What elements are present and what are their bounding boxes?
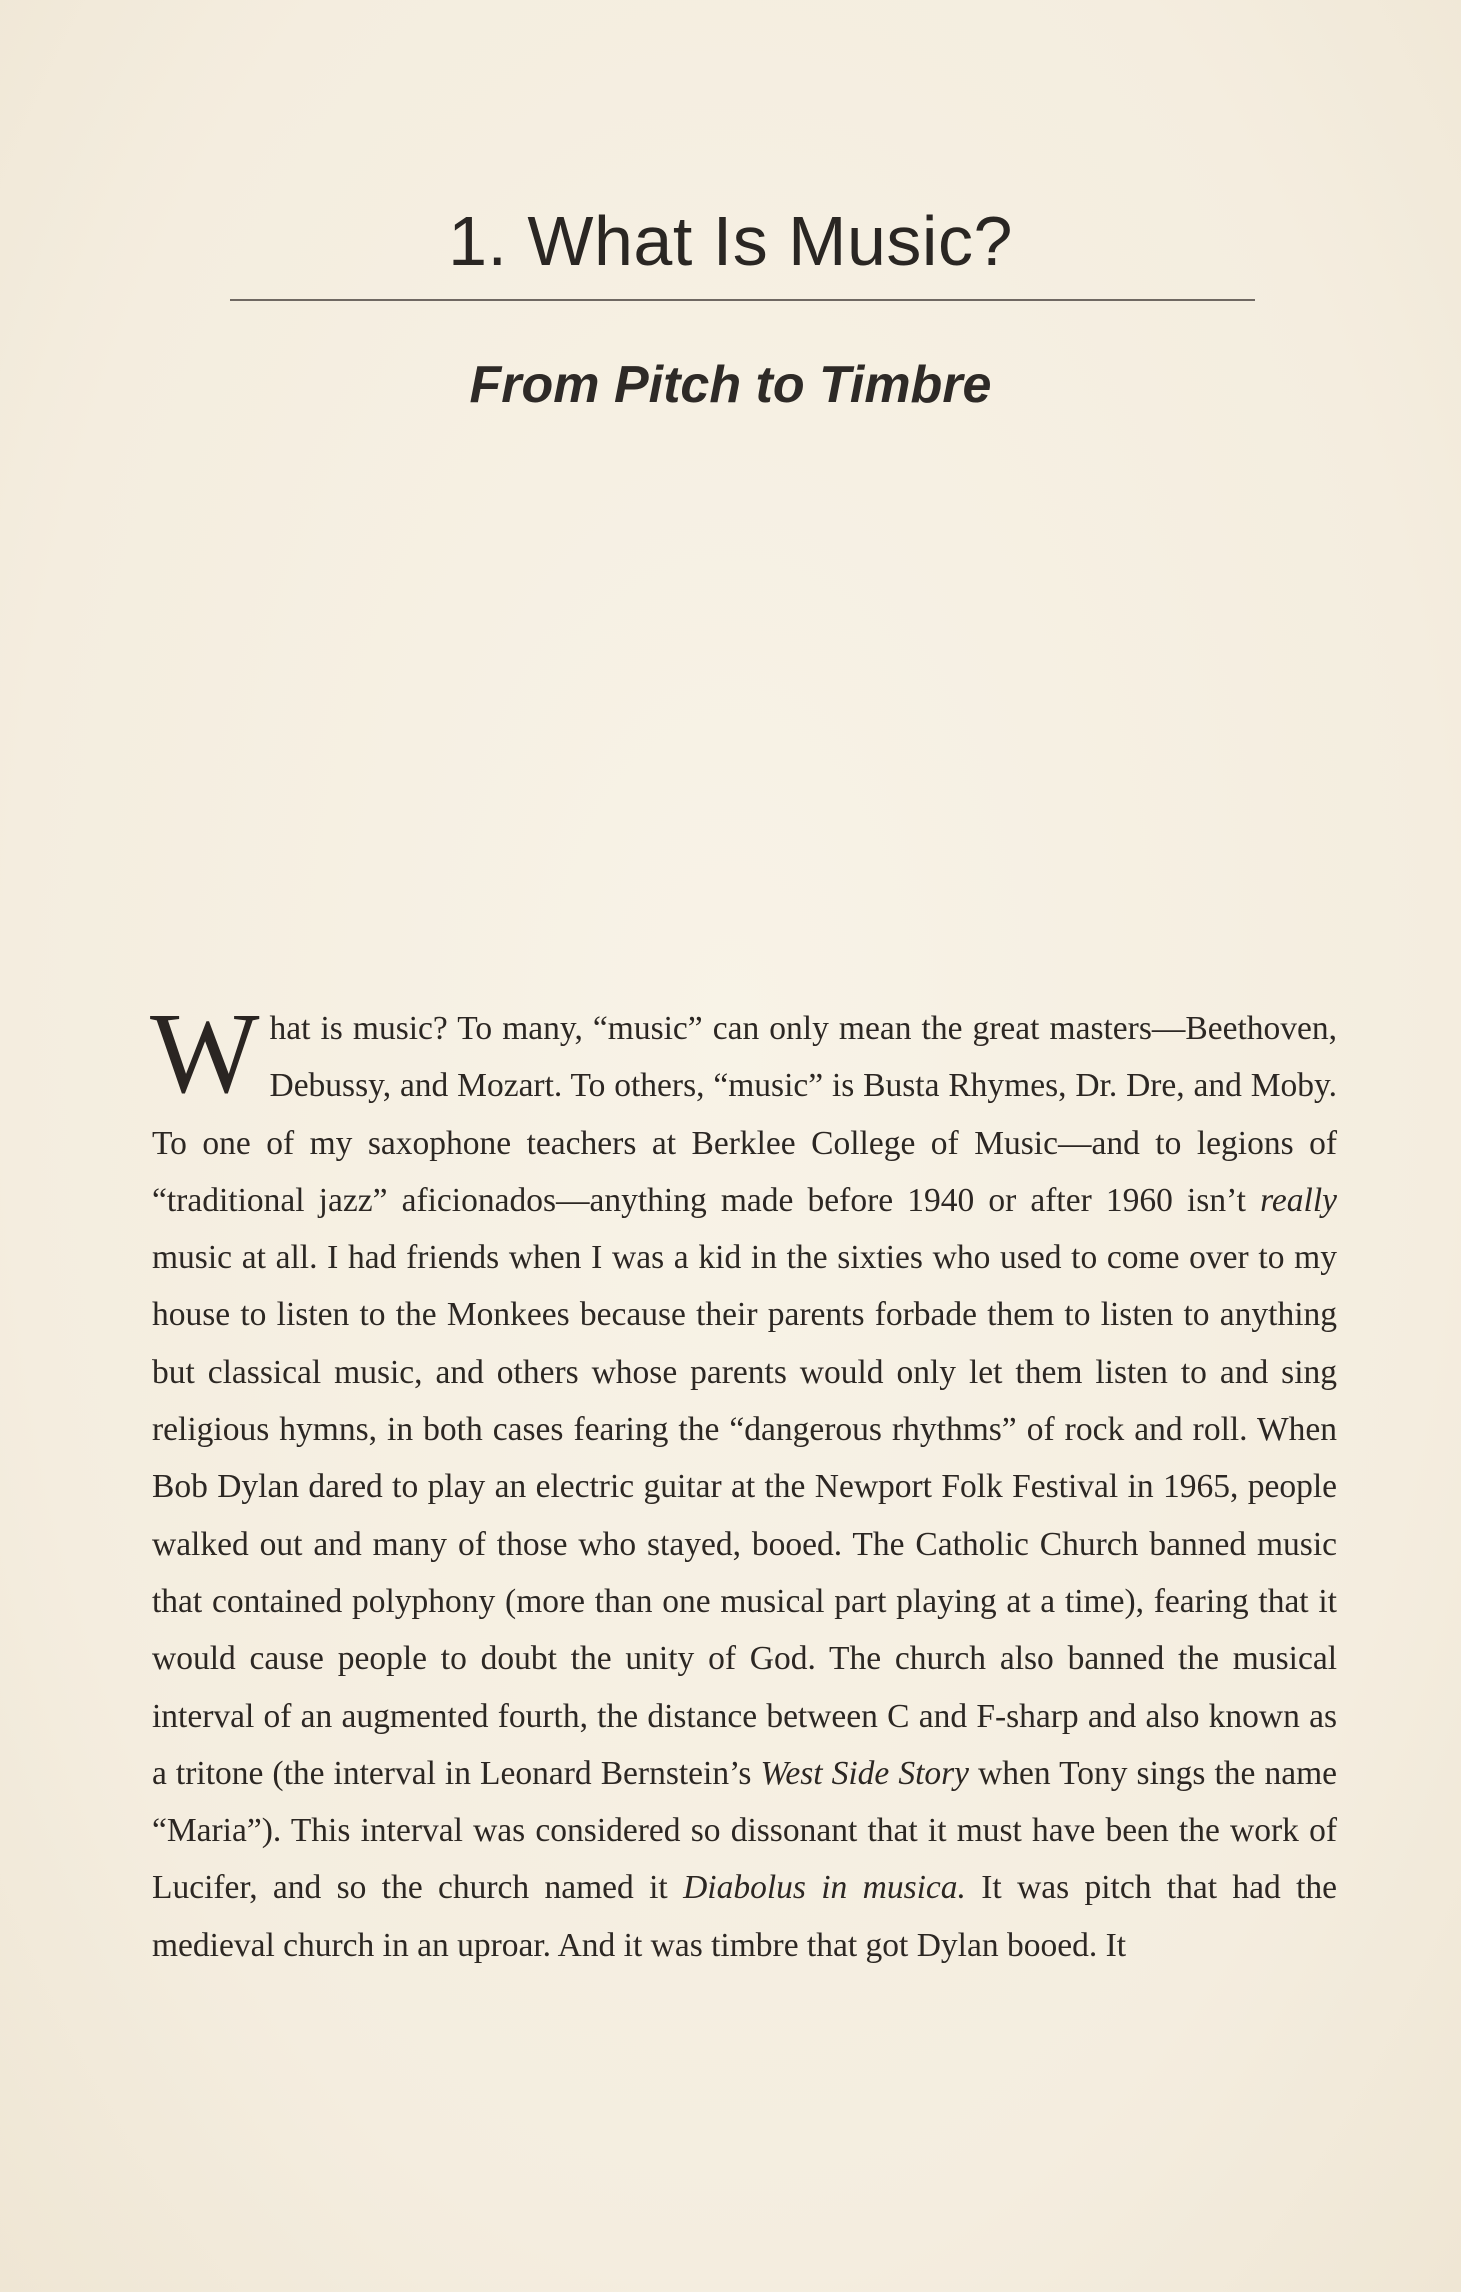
body-text-part-1: hat is music? To many, “music” can only mean the great masters—Beethoven, Debussy, and Mozart. To others, “music” is Busta Rhymes, Dr. Dre, and Moby. To one of my saxophone teachers at Berklee College of Music—and to legions of “traditional jazz” aficionados—anything made before 1940 or after 1960 isn’t <box>152 1010 1337 1219</box>
chapter-subtitle: From Pitch to Timbre <box>469 356 992 414</box>
emphasis-west-side-story: West Side Story <box>760 1754 970 1792</box>
emphasis-diabolus: Diabolus in musica. <box>683 1869 966 1907</box>
title-divider <box>230 299 1255 301</box>
chapter-title: 1. What Is Music? <box>448 202 1013 280</box>
body-paragraph <box>150 990 1338 1974</box>
body-text-part-3: when Tony sings the name “Maria”). This interval was considered so dissonant that it must have been the work of Lucifer, and so the church named it <box>152 1754 1337 1907</box>
body-text-part-4: It was pitch that had the medieval church in an uproar. And it was timbre that got Dylan booed. It <box>152 1869 1338 1964</box>
body-text-part-2: music at all. I had friends when I was a kid in the sixties who used to come over to my house to listen to the Monkees because their parents forbade them to listen to anything but classical music, and others whose parents would only let them listen to and sing religious hymns, in both cases fearing the “dangerous rhythms” of rock and roll. When Bob Dylan dared to play an electric guitar at the Newport Folk Festival in 1965, people walked out and many of those who stayed, booed. The Catholic Church banned music that contained polyphony (more than one musical part playing at a time), fearing that it would cause people to doubt the unity of God. The church also banned the musical interval of an augmented fourth, the distance between C and F-sharp and also known as a tritone (the interval in Leonard Bernstein’s <box>152 1239 1337 1792</box>
emphasis-really: really <box>1260 1181 1337 1219</box>
drop-cap: W <box>150 990 260 1118</box>
